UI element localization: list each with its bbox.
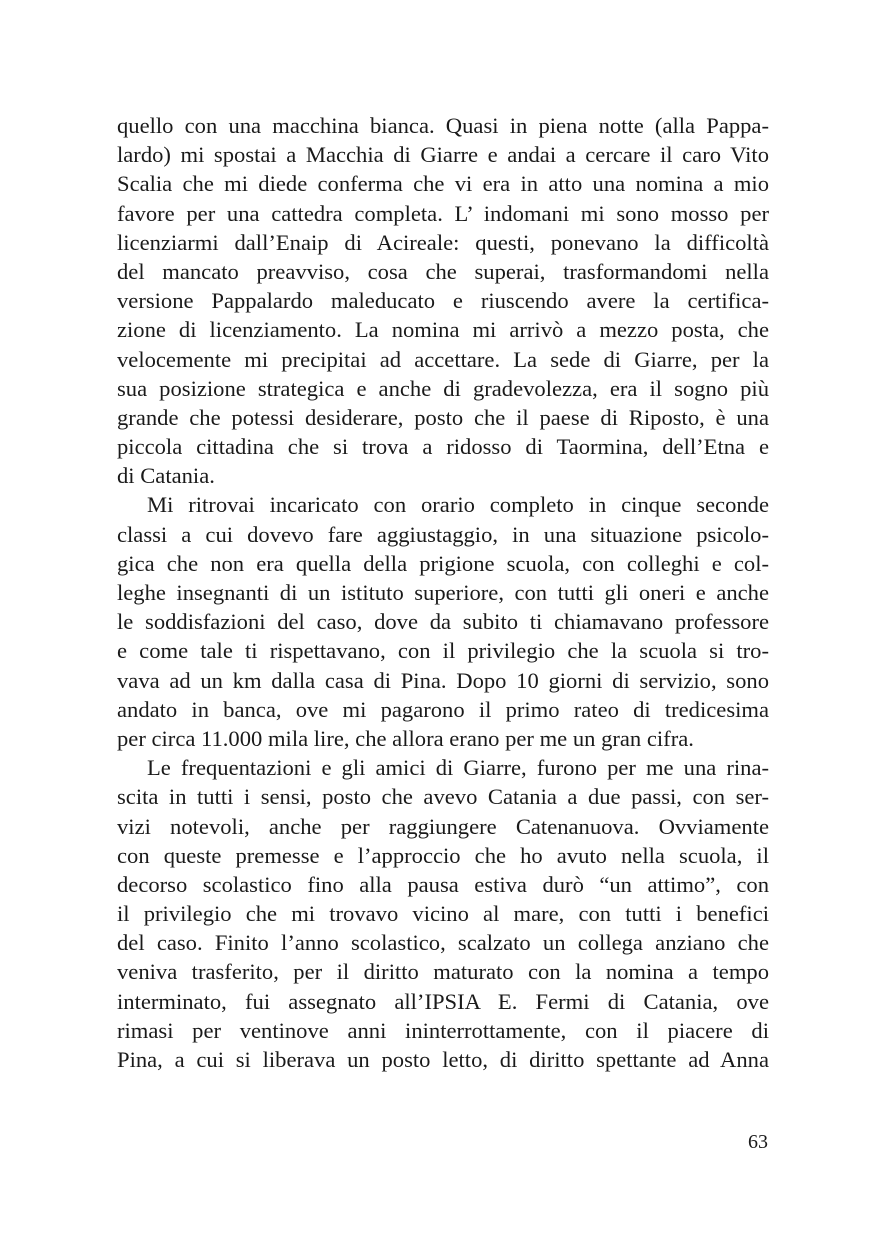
text-line: decorso scolastico fino alla pausa estiva durò “un attimo”, con (117, 871, 769, 897)
text-line: scita in tutti i sensi, posto che avevo Catania a due passi, con ser- (117, 784, 769, 810)
text-line: gica che non era quella della prigione scuola, con colleghi e col- (117, 550, 769, 576)
text-line: con queste premesse e l’approccio che ho avuto nella scuola, il (117, 842, 769, 868)
text-line: interminato, fui assegnato all’IPSIA E. Fermi di Catania, ove (117, 988, 769, 1014)
text-line: piccola cittadina che si trova a ridosso di Taormina, dell’Etna e (117, 434, 769, 460)
text-line: grande che potessi desiderare, posto che il paese di Riposto, è una (117, 404, 769, 430)
body-text (117, 111, 769, 1074)
text-line: Pina, a cui si liberava un posto letto, di diritto spettante ad Anna (117, 1047, 769, 1072)
text-line: rimasi per ventinove anni ininterrottamente, con il piacere di (117, 1017, 769, 1043)
text-line: andato in banca, ove mi pagarono il primo rateo di tredicesima (117, 696, 769, 722)
paragraph-2 (117, 490, 769, 753)
text-line: Le frequentazioni e gli amici di Giarre, furono per me una rina- (147, 755, 769, 781)
text-line: licenziarmi dall’Enaip di Acireale: questi, ponevano la difficoltà (117, 229, 769, 255)
text-line: versione Pappalardo maleducato e riuscendo avere la certifica- (117, 288, 769, 314)
text-line: quello con una macchina bianca. Quasi in piena notte (alla Pappa- (117, 113, 769, 138)
text-line: vava ad un km dalla casa di Pina. Dopo 10 giorni di servizio, sono (117, 667, 769, 693)
text-line: veniva trasferito, per il diritto maturato con la nomina a tempo (117, 959, 769, 985)
text-line: velocemente mi precipitai ad accettare. La sede di Giarre, per la (117, 346, 769, 372)
text-line: Mi ritrovai incaricato con orario completo in cinque seconde (147, 492, 769, 518)
paragraph-1 (117, 111, 769, 490)
text-line: le soddisfazioni del caso, dove da subito ti chiamavano professore (117, 609, 769, 635)
text-line: leghe insegnanti di un istituto superiore, con tutti gli oneri e anche (117, 580, 769, 605)
text-line: lardo) mi spostai a Macchia di Giarre e andai a cercare il caro Vito (117, 142, 769, 168)
text-line: di Catania. (117, 463, 215, 489)
text-line: vizi notevoli, anche per raggiungere Catenanuova. Ovviamente (117, 813, 769, 839)
text-line: del caso. Finito l’anno scolastico, scalzato un collega anziano che (117, 930, 769, 956)
text-line: per circa 11.000 mila lire, che allora erano per me un gran cifra. (117, 725, 694, 751)
page-number: 63 (748, 1131, 768, 1153)
text-line: favore per una cattedra completa. L’ indomani mi sono mosso per (117, 200, 769, 226)
text-line: del mancato preavviso, cosa che superai, trasformandomi nella (117, 258, 769, 284)
text-line: sua posizione strategica e anche di gradevolezza, era il sogno più (117, 375, 769, 401)
text-line: Scalia che mi diede conferma che vi era in atto una nomina a mio (117, 171, 769, 197)
text-line: zione di licenziamento. La nomina mi arrivò a mezzo posta, che (117, 317, 769, 343)
paragraph-3 (117, 753, 769, 1074)
text-line: e come tale ti rispettavano, con il privilegio che la scuola si tro- (117, 638, 769, 664)
text-line: classi a cui dovevo fare aggiustaggio, in una situazione psicolo- (117, 521, 769, 547)
text-line: il privilegio che mi trovavo vicino al mare, con tutti i benefici (117, 901, 769, 927)
